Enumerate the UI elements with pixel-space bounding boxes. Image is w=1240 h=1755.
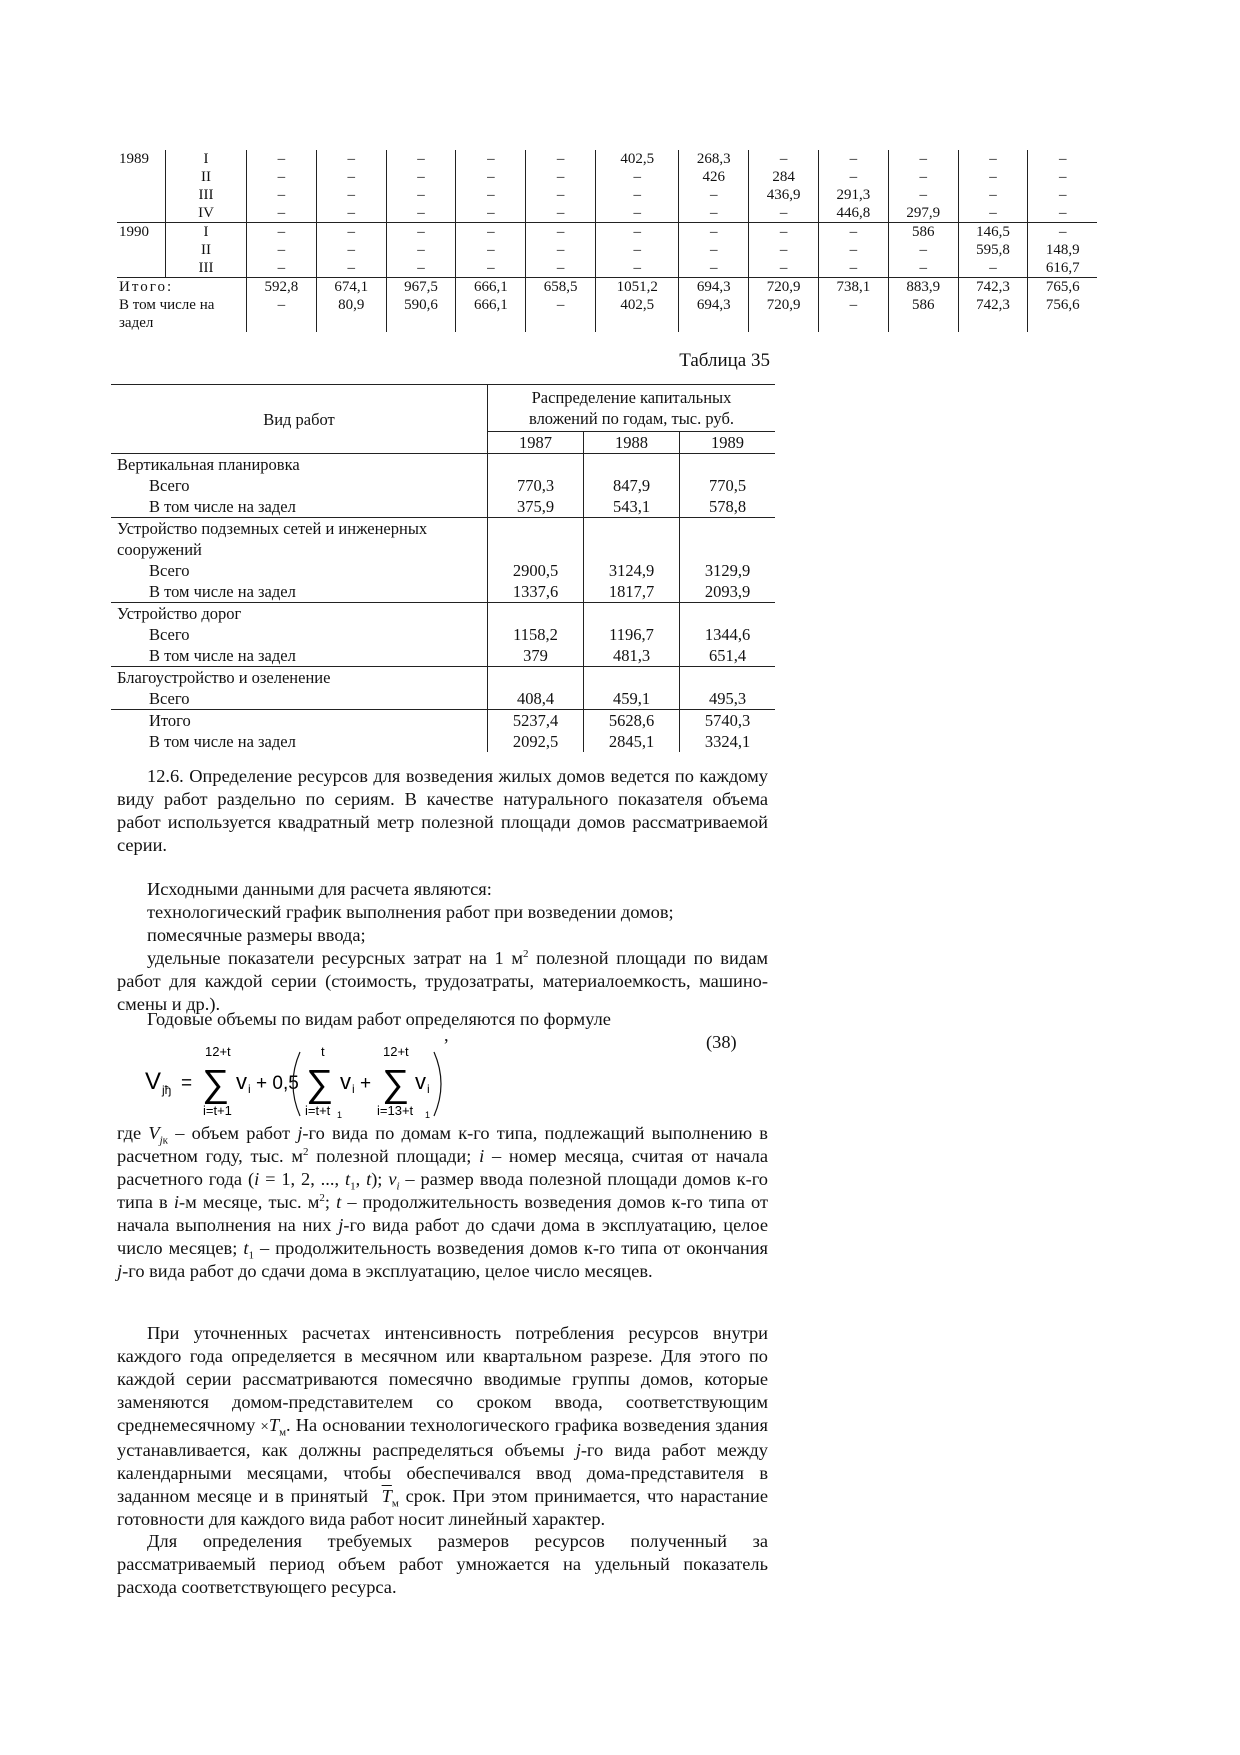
section-title: Устройство подземных сетей и инженерных сооружений: [111, 518, 488, 561]
zadel-cell: 80,9: [316, 296, 386, 332]
row-label: В том числе на задел: [149, 582, 296, 601]
total-cell: 1051,2: [596, 278, 679, 297]
value-cell: –: [247, 186, 317, 204]
empty-cell: [584, 603, 680, 625]
value-cell: 284: [749, 168, 819, 186]
value-cell: –: [247, 150, 317, 168]
value-cell: –: [456, 186, 526, 204]
value-cell: 847,9: [584, 475, 680, 496]
value-cell: –: [316, 150, 386, 168]
table-row: [111, 496, 775, 518]
value-cell: –: [749, 204, 819, 223]
value-cell: –: [888, 259, 958, 278]
section-title: Устройство дорог: [111, 603, 488, 625]
list-item-monthly-input: помесячные размеры ввода;: [147, 925, 366, 945]
empty-cell: [584, 518, 680, 561]
quarter-cell: IV: [166, 204, 247, 223]
value-cell: –: [888, 168, 958, 186]
value-cell: –: [958, 186, 1028, 204]
year-cell: [117, 204, 166, 223]
itogo-zadel-cell: 3324,1: [680, 731, 776, 752]
value-cell: 148,9: [1028, 241, 1097, 259]
value-cell: 595,8: [958, 241, 1028, 259]
year-cell: 1989: [119, 151, 149, 167]
value-cell: 379: [488, 645, 584, 667]
itogo-row: [111, 710, 775, 732]
value-cell: 3129,9: [680, 560, 776, 581]
value-cell: –: [316, 241, 386, 259]
value-cell: –: [819, 241, 889, 259]
zadel-cell: 720,9: [749, 296, 819, 332]
svg-text:∑: ∑: [202, 1063, 230, 1105]
value-cell: –: [316, 204, 386, 223]
value-cell: –: [596, 241, 679, 259]
value-cell: 408,4: [488, 688, 584, 710]
column-header-work-type: Вид работ: [111, 385, 488, 454]
value-cell: –: [526, 168, 596, 186]
quarter-cell: III: [166, 186, 247, 204]
value-cell: –: [316, 259, 386, 278]
list-item-unit-indicators: удельные показатели ресурсных затрат на 1 $м^2$ полезной площади по видам работ для каждой серии (стоимость, трудозатраты, материалоемкость, машино-смены и др.).: [117, 947, 768, 1014]
svg-text:12+t: 12+t: [383, 1044, 409, 1059]
value-cell: –: [596, 259, 679, 278]
svg-text:i=t+t: i=t+t: [305, 1103, 331, 1118]
svg-text:+: +: [360, 1073, 372, 1094]
itogo-cell: 5628,6: [584, 710, 680, 732]
continuation-table: [117, 150, 1097, 332]
svg-text:i=t+1: i=t+1: [203, 1103, 232, 1118]
table-row: [117, 150, 1097, 168]
table-row: [111, 688, 775, 710]
value-cell: –: [247, 259, 317, 278]
year-cell: [117, 186, 166, 204]
row-label: Всего: [149, 689, 190, 708]
zadel-label: [117, 296, 247, 332]
zadel-cell: 586: [888, 296, 958, 332]
value-cell: 543,1: [584, 496, 680, 518]
value-cell: –: [316, 168, 386, 186]
paragraph-12-6: 12.6. Определение ресурсов для возведения жилых домов ведется по каждому виду работ раздельно по сериям. В качестве натурального показателя объема работ используется квадратный метр полезной площади домов рассматриваемой серии.: [117, 766, 768, 855]
zadel-cell: 590,6: [386, 296, 456, 332]
quarter-cell: I: [166, 223, 247, 242]
value-cell: –: [316, 186, 386, 204]
value-cell: 446,8: [819, 204, 889, 223]
itogo-label: Итого: [111, 710, 488, 732]
value-cell: 375,9: [488, 496, 584, 518]
value-cell: 297,9: [888, 204, 958, 223]
table-row: [111, 560, 775, 581]
section-title-row: [111, 667, 775, 689]
itogo-zadel-label: В том числе на задел: [149, 732, 296, 751]
value-cell: –: [456, 259, 526, 278]
itogo-cell: 5740,3: [680, 710, 776, 732]
value-cell: 1337,6: [488, 581, 584, 603]
value-cell: –: [679, 186, 749, 204]
value-cell: 2093,9: [680, 581, 776, 603]
value-cell: 770,5: [680, 475, 776, 496]
value-cell: –: [596, 204, 679, 223]
value-cell: 2900,5: [488, 560, 584, 581]
empty-cell: [488, 518, 584, 561]
formula-comma: ,: [444, 1025, 449, 1045]
table-35: [111, 384, 775, 752]
empty-cell: [584, 667, 680, 689]
value-cell: –: [596, 186, 679, 204]
total-cell: 674,1: [316, 278, 386, 297]
value-cell: –: [456, 223, 526, 242]
year-cell: [117, 259, 166, 278]
total-cell: 967,5: [386, 278, 456, 297]
value-cell: –: [386, 259, 456, 278]
value-cell: –: [1028, 168, 1097, 186]
value-cell: –: [958, 168, 1028, 186]
itogo-cell: 5237,4: [488, 710, 584, 732]
year-header: 1988: [584, 432, 680, 454]
value-cell: –: [526, 259, 596, 278]
value-cell: –: [386, 168, 456, 186]
total-cell: 738,1: [819, 278, 889, 297]
svg-text:+ 0,5: + 0,5: [256, 1073, 299, 1094]
table-row: [111, 645, 775, 667]
total-cell: 720,9: [749, 278, 819, 297]
value-cell: 495,3: [680, 688, 776, 710]
table-row: [117, 259, 1097, 278]
total-cell: 592,8: [247, 278, 317, 297]
value-cell: –: [386, 204, 456, 223]
value-cell: 651,4: [680, 645, 776, 667]
value-cell: –: [679, 223, 749, 242]
value-cell: 268,3: [679, 150, 749, 168]
itogo-zadel-row: [111, 731, 775, 752]
quarter-cell: II: [166, 168, 247, 186]
svg-text:=: =: [181, 1073, 193, 1094]
total-cell: 883,9: [888, 278, 958, 297]
value-cell: –: [1028, 186, 1097, 204]
value-cell: 616,7: [1028, 259, 1097, 278]
value-cell: –: [247, 223, 317, 242]
total-cell: 666,1: [456, 278, 526, 297]
zadel-cell: 742,3: [958, 296, 1028, 332]
svg-text:i=13+t: i=13+t: [377, 1103, 414, 1118]
value-cell: 3124,9: [584, 560, 680, 581]
value-cell: 1344,6: [680, 624, 776, 645]
svg-text:1: 1: [337, 1110, 343, 1120]
svg-text:i: i: [427, 1082, 430, 1096]
value-cell: –: [958, 204, 1028, 223]
empty-cell: [680, 518, 776, 561]
section-title-row: [111, 454, 775, 476]
total-cell: 742,3: [958, 278, 1028, 297]
value-cell: –: [888, 241, 958, 259]
year-header: 1987: [488, 432, 584, 454]
zadel-cell: 402,5: [596, 296, 679, 332]
zadel-label-line-1: В том числе на: [119, 297, 215, 313]
empty-cell: [488, 667, 584, 689]
value-cell: –: [819, 259, 889, 278]
table-row: [117, 168, 1097, 186]
table-35-caption: Таблица 35: [679, 350, 770, 371]
zadel-row: [117, 296, 1097, 332]
value-cell: –: [596, 168, 679, 186]
value-cell: 1196,7: [584, 624, 680, 645]
value-cell: 1817,7: [584, 581, 680, 603]
paragraph-formula-intro: Годовые объемы по видам работ определяются по формуле: [147, 1009, 611, 1029]
total-cell: 765,6: [1028, 278, 1097, 297]
empty-cell: [584, 454, 680, 476]
value-cell: –: [386, 186, 456, 204]
value-cell: 586: [888, 223, 958, 242]
paragraph-source-data: Исходными данными для расчета являются:: [147, 879, 492, 899]
value-cell: –: [749, 241, 819, 259]
zadel-cell: –: [819, 296, 889, 332]
value-cell: –: [386, 223, 456, 242]
svg-text:jђ: jђ: [162, 1083, 172, 1097]
section-title-row: [111, 603, 775, 625]
value-cell: –: [247, 241, 317, 259]
zadel-cell: 694,3: [679, 296, 749, 332]
svg-text:1: 1: [425, 1110, 431, 1120]
section-title: Благоустройство и озеленение: [111, 667, 488, 689]
value-cell: –: [888, 150, 958, 168]
value-cell: –: [819, 223, 889, 242]
value-cell: –: [1028, 150, 1097, 168]
table-row: [117, 186, 1097, 204]
value-cell: 578,8: [680, 496, 776, 518]
table-row: [117, 241, 1097, 259]
table-row: [111, 475, 775, 496]
value-cell: –: [526, 186, 596, 204]
svg-text:∑: ∑: [382, 1063, 410, 1105]
quarter-cell: II: [166, 241, 247, 259]
value-cell: –: [526, 150, 596, 168]
value-cell: –: [456, 150, 526, 168]
row-label: Всего: [149, 625, 190, 644]
empty-cell: [680, 603, 776, 625]
empty-cell: [680, 454, 776, 476]
value-cell: –: [526, 204, 596, 223]
value-cell: –: [526, 241, 596, 259]
svg-text:12+t: 12+t: [205, 1044, 231, 1059]
zadel-cell: 756,6: [1028, 296, 1097, 332]
table-row: [111, 581, 775, 603]
svg-text:V: V: [145, 1068, 162, 1095]
total-row: [117, 278, 1097, 297]
value-cell: –: [749, 259, 819, 278]
total-label: Итого:: [117, 278, 247, 297]
formula-38: [140, 1042, 480, 1122]
value-cell: –: [1028, 223, 1097, 242]
value-cell: –: [679, 241, 749, 259]
value-cell: –: [679, 204, 749, 223]
paragraph-resources: Для определения требуемых размеров ресурсов полученный за рассматриваемый период объем работ умножается на удельный показатель расхода соответствующего ресурса.: [117, 1531, 768, 1597]
value-cell: –: [247, 204, 317, 223]
value-cell: 481,3: [584, 645, 680, 667]
value-cell: 146,5: [958, 223, 1028, 242]
svg-text:i: i: [352, 1082, 355, 1096]
itogo-zadel-cell: 2092,5: [488, 731, 584, 752]
value-cell: –: [456, 204, 526, 223]
empty-cell: [488, 454, 584, 476]
value-cell: –: [958, 150, 1028, 168]
value-cell: 770,3: [488, 475, 584, 496]
svg-text:v: v: [415, 1069, 426, 1094]
zadel-cell: 666,1: [456, 296, 526, 332]
value-cell: –: [819, 168, 889, 186]
value-cell: –: [958, 259, 1028, 278]
value-cell: –: [1028, 204, 1097, 223]
value-cell: –: [749, 150, 819, 168]
row-label: Всего: [149, 561, 190, 580]
list-item-schedule: технологический график выполнения работ при возведении домов;: [147, 902, 674, 922]
zadel-cell: –: [247, 296, 317, 332]
row-label: В том числе на задел: [149, 497, 296, 516]
value-cell: 459,1: [584, 688, 680, 710]
row-label: В том числе на задел: [149, 646, 296, 665]
value-cell: 1158,2: [488, 624, 584, 645]
table-row: [117, 223, 1097, 242]
year-header: 1989: [680, 432, 776, 454]
section-title-row: [111, 518, 775, 561]
svg-text:v: v: [340, 1069, 351, 1094]
value-cell: –: [526, 223, 596, 242]
paragraph-definitions: где $V_{jк}$ – объем работ j-го вида по домам к-го типа, подлежащий выполнению в расчетном году, тыс. $м^2$ полезной площади; i – номер месяца, считая от начала расчетного года (i = 1, 2, ..., $t_1$, t); $v_i$ – размер ввода полезной площади домов к-го типа в i-м месяце, тыс. $м^2$; t – продолжительность возведения домов к-го типа от начала выполнения на них j-го вида работ до сдачи дома в эксплуатацию, целое число месяцев; $t_1$ – продолжительность возведения домов к-го типа от окончания j-го вида работ до сдачи дома в эксплуатацию, целое число месяцев.: [117, 1123, 768, 1281]
table-row: [117, 204, 1097, 223]
value-cell: 291,3: [819, 186, 889, 204]
value-cell: –: [749, 223, 819, 242]
empty-cell: [680, 667, 776, 689]
value-cell: –: [679, 259, 749, 278]
year-cell: [117, 241, 166, 259]
value-cell: 402,5: [596, 150, 679, 168]
row-label: Всего: [149, 476, 190, 495]
value-cell: –: [316, 223, 386, 242]
paragraph-refined-calc: При уточненных расчетах интенсивность потребления ресурсов внутри каждого года определяется в месячном или квартальном разрезе. Для этого по каждой серии рассматриваются помесячно вводимые группы домов, которые заменяются домом-представителем со сроком ввода, соответствующим среднемесячному $\times Т_м$. На основании технологического графика возведения здания устанавливается, как должны распределяться объемы j-го вида работ между календарными месяцами, чтобы обеспечивался ввод дома-представителя в заданном месяце и в принятый $Т_м$ срок. При этом принимается, что нарастание готовности для каждого вида работ носит линейный характер.: [117, 1323, 768, 1529]
quarter-cell: I: [166, 150, 247, 168]
section-title: Вертикальная планировка: [117, 455, 300, 474]
svg-text:v: v: [236, 1069, 247, 1094]
quarter-cell: III: [166, 259, 247, 278]
svg-text:∑: ∑: [306, 1063, 334, 1105]
zadel-cell: –: [526, 296, 596, 332]
year-cell: [117, 168, 166, 186]
empty-cell: [488, 603, 584, 625]
svg-text:t: t: [321, 1044, 325, 1059]
formula-number: (38): [706, 1032, 737, 1052]
value-cell: –: [247, 168, 317, 186]
total-cell: 694,3: [679, 278, 749, 297]
value-cell: –: [456, 168, 526, 186]
itogo-zadel-cell: 2845,1: [584, 731, 680, 752]
total-cell: 658,5: [526, 278, 596, 297]
year-cell: 1990: [117, 223, 166, 242]
value-cell: –: [819, 150, 889, 168]
table-row: [111, 624, 775, 645]
table-header-row: [111, 385, 775, 432]
column-header-distribution: Распределение капитальных вложений по годам, тыс. руб.: [488, 385, 776, 432]
value-cell: –: [888, 186, 958, 204]
zadel-label-line-2: задел: [119, 315, 154, 331]
value-cell: 436,9: [749, 186, 819, 204]
value-cell: –: [386, 241, 456, 259]
value-cell: –: [596, 223, 679, 242]
svg-text:i: i: [248, 1082, 251, 1096]
value-cell: –: [386, 150, 456, 168]
value-cell: –: [456, 241, 526, 259]
value-cell: 426: [679, 168, 749, 186]
